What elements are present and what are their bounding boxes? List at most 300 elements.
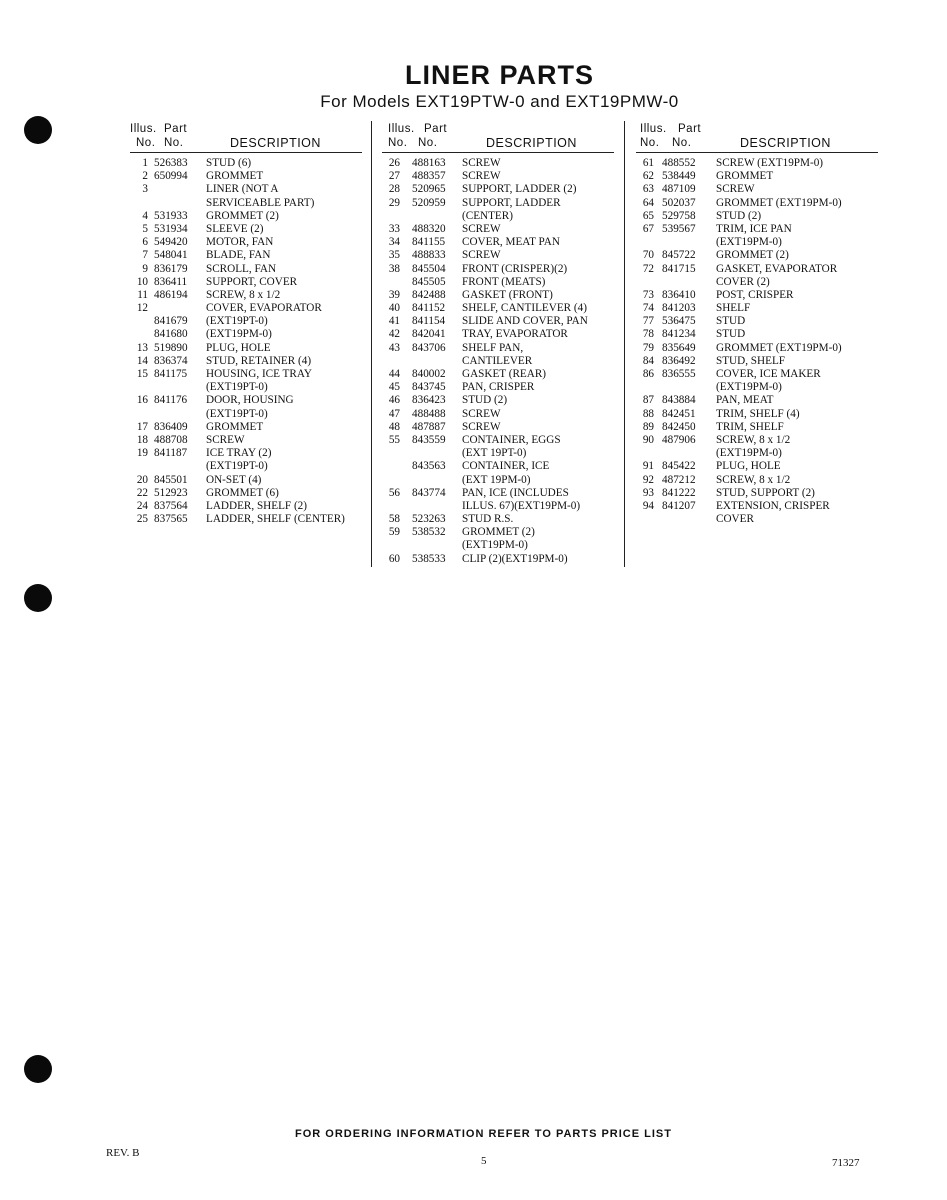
part-row [382, 500, 614, 513]
part-row [130, 315, 362, 328]
part-description: SCROLL, FAN [206, 262, 277, 275]
part-row [130, 381, 362, 394]
illus-number: 29 [388, 196, 400, 209]
part-row [382, 539, 614, 552]
part-row [382, 553, 614, 566]
part-number: 836409 [154, 420, 188, 433]
part-description: POST, CRISPER [716, 288, 794, 301]
part-number: 538533 [412, 552, 446, 565]
part-row [382, 487, 614, 500]
illus-number: 24 [136, 499, 148, 512]
part-row [130, 276, 362, 289]
part-row [130, 342, 362, 355]
part-description: SCREW, 8 x 1/2 [206, 288, 281, 301]
part-number: 841203 [662, 302, 696, 315]
part-row [382, 526, 614, 539]
illus-number: 65 [642, 209, 654, 222]
part-number: 841222 [662, 486, 696, 499]
column-header [382, 121, 614, 153]
part-number: 843774 [412, 486, 446, 499]
header-rule [382, 152, 614, 153]
part-description: (EXT19PM-0) [716, 447, 782, 460]
part-description: SUPPORT, COVER [206, 275, 298, 288]
header-illus-no: No. [388, 137, 408, 149]
part-number: 835649 [662, 341, 696, 354]
document-code: 71327 [832, 1157, 860, 1169]
illus-number: 25 [136, 513, 148, 526]
part-number: 519890 [154, 341, 188, 354]
part-description: SCREW, 8 x 1/2 [716, 473, 791, 486]
part-description: MOTOR, FAN [206, 236, 274, 249]
ordering-footer: FOR ORDERING INFORMATION REFER TO PARTS PRICE LIST [295, 1128, 672, 1140]
header-part: Part [678, 123, 702, 135]
part-description: SCREW [462, 157, 501, 169]
illus-number: 41 [388, 315, 400, 328]
illus-number: 38 [388, 262, 400, 275]
part-description: GROMMET (2) [716, 249, 789, 262]
part-description: (EXT19PT-0) [206, 381, 268, 394]
part-description: STUD (6) [206, 157, 252, 169]
illus-number: 2 [142, 170, 148, 183]
illus-number: 4 [142, 209, 148, 222]
binder-hole-top [24, 116, 52, 144]
part-number: 523263 [412, 513, 446, 526]
part-description: GROMMET (EXT19PM-0) [716, 196, 842, 209]
part-description: STUD [716, 315, 746, 328]
part-number: 841154 [412, 315, 446, 328]
part-number: 836374 [154, 354, 188, 367]
part-description: LADDER, SHELF (CENTER) [206, 513, 345, 526]
part-row [382, 394, 614, 407]
illus-number: 20 [136, 473, 148, 486]
part-number: 531933 [154, 209, 188, 222]
part-number: 841679 [154, 315, 188, 328]
part-description: DOOR, HOUSING [206, 394, 294, 407]
part-row [382, 197, 614, 210]
part-description: SCREW [462, 170, 501, 183]
part-description: (EXT19PT-0) [206, 407, 268, 420]
part-number: 842041 [412, 328, 446, 341]
illus-number: 84 [642, 354, 654, 367]
part-number: 549420 [154, 236, 188, 249]
part-description: LADDER, SHELF (2) [206, 499, 307, 512]
illus-number: 77 [642, 315, 654, 328]
illus-number: 27 [388, 170, 400, 183]
page-title: LINER PARTS [404, 60, 594, 90]
part-description: (EXT 19PM-0) [462, 473, 531, 486]
illus-number: 63 [642, 183, 654, 196]
part-row [636, 289, 878, 302]
part-description: COVER, ICE MAKER [716, 368, 821, 380]
illus-number: 10 [136, 275, 148, 288]
illus-number: 6 [142, 236, 148, 249]
part-row [130, 408, 362, 421]
part-number: 488708 [154, 433, 188, 446]
part-description: GROMMET (EXT19PM-0) [716, 341, 842, 354]
part-description: TRAY, EVAPORATOR [462, 328, 568, 341]
part-description: PAN, CRISPER [462, 381, 535, 394]
header-description: DESCRIPTION [230, 136, 321, 150]
illus-number: 18 [136, 433, 148, 446]
part-number: 487212 [662, 473, 696, 486]
illus-number: 59 [388, 526, 400, 539]
part-description: GROMMET (6) [206, 486, 279, 499]
part-description: TRIM, SHELF (4) [716, 407, 800, 420]
part-description: PLUG, HOLE [716, 460, 781, 473]
part-description: GROMMET [716, 170, 774, 183]
illus-number: 45 [388, 381, 400, 394]
part-row [382, 223, 614, 236]
part-number: 842451 [662, 407, 696, 420]
part-number: 837564 [154, 499, 188, 512]
part-row [382, 381, 614, 394]
illus-number: 86 [642, 368, 654, 380]
part-description: (EXT19PM-0) [462, 539, 528, 552]
part-row [130, 170, 362, 183]
part-number: 841152 [412, 302, 446, 315]
part-number: 512923 [154, 486, 188, 499]
part-number: 538532 [412, 526, 446, 539]
part-description: TRIM, SHELF [716, 420, 784, 433]
illus-number: 17 [136, 420, 148, 433]
part-row [130, 474, 362, 487]
part-number: 488163 [412, 157, 446, 169]
part-number: 488552 [662, 157, 696, 169]
part-description: STUD (2) [462, 394, 508, 407]
part-row [130, 421, 362, 434]
part-row [382, 276, 614, 289]
part-row [130, 513, 362, 526]
part-description: FRONT (MEATS) [462, 275, 546, 288]
illus-number: 15 [136, 368, 148, 380]
header-illus: Illus. [388, 123, 415, 135]
part-number: 843563 [412, 460, 446, 473]
header-illus-no: No. [136, 137, 156, 149]
part-number: 520965 [412, 183, 446, 196]
part-number: 836179 [154, 262, 188, 275]
part-description: SCREW [716, 183, 755, 196]
illus-number: 94 [642, 499, 654, 512]
part-number: 843706 [412, 341, 446, 354]
header-part-no: No. [418, 137, 438, 149]
part-row [382, 447, 614, 460]
illus-number: 78 [642, 328, 654, 341]
part-row [382, 474, 614, 487]
illus-number: 58 [388, 513, 400, 526]
illus-number: 9 [142, 262, 148, 275]
illus-number: 43 [388, 341, 400, 354]
binder-hole-bottom [24, 1055, 52, 1083]
part-description: SHELF PAN, [462, 341, 524, 354]
part-row [130, 355, 362, 368]
illus-number: 67 [642, 222, 654, 235]
part-row [130, 263, 362, 276]
part-row [130, 368, 362, 381]
part-row [636, 210, 878, 223]
header-description: DESCRIPTION [486, 136, 577, 150]
illus-number: 19 [136, 447, 148, 460]
part-row [636, 170, 878, 183]
illus-number: 61 [642, 157, 654, 169]
part-description: GROMMET (2) [462, 526, 535, 539]
part-description: SCREW [206, 433, 245, 446]
parts-column-1 [130, 121, 362, 526]
part-row [382, 460, 614, 473]
page-subtitle: For Models EXT19PTW-0 and EXT19PMW-0 [320, 92, 679, 111]
part-row [382, 513, 614, 526]
part-number: 841155 [412, 236, 446, 249]
part-description: CLIP (2)(EXT19PM-0) [462, 552, 568, 565]
illus-number: 90 [642, 433, 654, 446]
part-description: COVER [716, 513, 754, 526]
part-description: GASKET, EVAPORATOR [716, 262, 838, 275]
illus-number: 62 [642, 170, 654, 183]
part-description: SERVICEABLE PART) [206, 196, 315, 209]
part-description: SUPPORT, LADDER [462, 196, 561, 209]
illus-number: 92 [642, 473, 654, 486]
illus-number: 79 [642, 341, 654, 354]
part-row [130, 289, 362, 302]
part-row [636, 236, 878, 249]
illus-number: 16 [136, 394, 148, 407]
part-row [130, 434, 362, 447]
part-number: 845501 [154, 473, 188, 486]
part-row [636, 434, 878, 447]
parts-column-2 [382, 121, 614, 566]
part-row [382, 170, 614, 183]
part-row [382, 342, 614, 355]
part-description: ON-SET (4) [206, 473, 262, 486]
part-row [636, 381, 878, 394]
part-number: 836555 [662, 368, 696, 380]
part-description: SCREW [462, 420, 501, 433]
part-row [636, 315, 878, 328]
part-description: COVER, MEAT PAN [462, 236, 560, 249]
illus-number: 88 [642, 407, 654, 420]
part-description: PAN, ICE (INCLUDES [462, 486, 569, 499]
part-row [130, 328, 362, 341]
part-number: 845505 [412, 275, 446, 288]
part-description: GROMMET [206, 170, 264, 183]
part-description: PAN, MEAT [716, 394, 774, 407]
part-number: 836492 [662, 354, 696, 367]
header-part-no: No. [164, 137, 184, 149]
part-row [636, 183, 878, 196]
part-description: GASKET (FRONT) [462, 288, 553, 301]
part-number: 650994 [154, 170, 188, 183]
illus-number: 14 [136, 354, 148, 367]
part-description: EXTENSION, CRISPER [716, 499, 830, 512]
part-row [636, 302, 878, 315]
header-part: Part [164, 123, 188, 135]
part-number: 526383 [154, 157, 188, 169]
part-row [382, 249, 614, 262]
illus-number: 22 [136, 486, 148, 499]
part-row [130, 210, 362, 223]
illus-number: 72 [642, 262, 654, 275]
header-description: DESCRIPTION [740, 136, 831, 150]
header-part: Part [424, 123, 448, 135]
part-row [130, 302, 362, 315]
part-description: SCREW, 8 x 1/2 [716, 433, 791, 446]
part-number: 486194 [154, 288, 188, 301]
part-description: COVER, EVAPORATOR [206, 302, 322, 315]
part-description: SCREW [462, 249, 501, 262]
part-row [130, 500, 362, 513]
part-number: 841207 [662, 499, 696, 512]
part-description: STUD R.S. [462, 513, 514, 526]
part-description: SUPPORT, LADDER (2) [462, 183, 577, 196]
illus-number: 12 [136, 302, 148, 315]
illus-number: 64 [642, 196, 654, 209]
part-row [130, 460, 362, 473]
part-number: 842488 [412, 288, 446, 301]
part-description: CONTAINER, EGGS [462, 433, 561, 446]
part-row [636, 408, 878, 421]
part-description: ICE TRAY (2) [206, 447, 272, 460]
part-number: 488320 [412, 222, 446, 235]
part-number: 488833 [412, 249, 446, 262]
part-row [382, 328, 614, 341]
illus-number: 5 [142, 222, 148, 235]
part-number: 531934 [154, 222, 188, 235]
illus-number: 70 [642, 249, 654, 262]
part-number: 841234 [662, 328, 696, 341]
part-description: PLUG, HOLE [206, 341, 271, 354]
illus-number: 93 [642, 486, 654, 499]
part-description: HOUSING, ICE TRAY [206, 368, 312, 380]
part-description: GROMMET (2) [206, 209, 279, 222]
illus-number: 33 [388, 222, 400, 235]
part-description: TRIM, ICE PAN [716, 222, 792, 235]
part-description: (EXT19PM-0) [206, 328, 272, 341]
part-row [636, 421, 878, 434]
illus-number: 74 [642, 302, 654, 315]
part-row [382, 355, 614, 368]
part-row [636, 513, 878, 526]
header-rule [636, 152, 878, 153]
part-number: 502037 [662, 196, 696, 209]
part-number: 841715 [662, 262, 696, 275]
header-part-no: No. [672, 137, 692, 149]
part-number: 840002 [412, 368, 446, 380]
part-number: 841176 [154, 394, 188, 407]
part-row [382, 315, 614, 328]
part-description: (EXT19PM-0) [716, 381, 782, 394]
part-description: COVER (2) [716, 275, 770, 288]
part-row [382, 302, 614, 315]
part-row [382, 421, 614, 434]
part-row [636, 500, 878, 513]
part-description: STUD, RETAINER (4) [206, 354, 312, 367]
part-number: 488488 [412, 407, 446, 420]
part-number: 843745 [412, 381, 446, 394]
part-description: SCREW [462, 407, 501, 420]
part-number: 845722 [662, 249, 696, 262]
part-row [382, 157, 614, 170]
illus-number: 40 [388, 302, 400, 315]
part-description: SLIDE AND COVER, PAN [462, 315, 588, 328]
part-number: 536475 [662, 315, 696, 328]
part-number: 845422 [662, 460, 696, 473]
part-row [382, 183, 614, 196]
part-row [130, 223, 362, 236]
part-description: SHELF [716, 302, 751, 315]
part-number: 843884 [662, 394, 696, 407]
page-number: 5 [481, 1155, 487, 1167]
header-illus-no: No. [640, 137, 660, 149]
column-header [130, 121, 362, 153]
part-row [382, 434, 614, 447]
part-number: 487109 [662, 183, 696, 196]
part-number: 845504 [412, 262, 446, 275]
part-row [636, 474, 878, 487]
part-description: FRONT (CRISPER)(2) [462, 262, 568, 275]
part-row [130, 183, 362, 196]
part-row [636, 328, 878, 341]
header-illus: Illus. [130, 123, 157, 135]
part-description: (EXT 19PT-0) [462, 447, 527, 460]
part-description: (EXT19PT-0) [206, 460, 268, 473]
part-description: SHELF, CANTILEVER (4) [462, 302, 587, 315]
illus-number: 47 [388, 407, 400, 420]
part-row [636, 157, 878, 170]
header-illus: Illus. [640, 123, 667, 135]
part-number: 836411 [154, 275, 188, 288]
part-row [382, 408, 614, 421]
part-number: 842450 [662, 420, 696, 433]
part-row [130, 236, 362, 249]
part-row [130, 394, 362, 407]
part-number: 837565 [154, 513, 188, 526]
part-description: (EXT19PT-0) [206, 315, 268, 328]
part-row [636, 487, 878, 500]
part-row [636, 355, 878, 368]
column-header [636, 121, 878, 153]
part-description: STUD (2) [716, 209, 762, 222]
part-description: SLEEVE (2) [206, 222, 264, 235]
illus-number: 60 [388, 552, 400, 565]
illus-number: 91 [642, 460, 654, 473]
part-number: 841175 [154, 368, 188, 380]
illus-number: 46 [388, 394, 400, 407]
part-number: 843559 [412, 433, 446, 446]
part-description: LINER (NOT A [206, 183, 279, 196]
illus-number: 11 [137, 288, 148, 301]
part-row [382, 263, 614, 276]
part-row [130, 249, 362, 262]
illus-number: 44 [388, 368, 400, 380]
part-row [382, 210, 614, 223]
illus-number: 55 [388, 433, 400, 446]
part-row [636, 263, 878, 276]
header-rule [130, 152, 362, 153]
part-description: SCREW [462, 222, 501, 235]
part-number: 487887 [412, 420, 446, 433]
part-description: SCREW (EXT19PM-0) [716, 157, 824, 169]
part-description: CANTILEVER [462, 354, 533, 367]
part-number: 841680 [154, 328, 188, 341]
illus-number: 7 [142, 249, 148, 262]
part-description: STUD, SHELF [716, 354, 785, 367]
part-row [382, 289, 614, 302]
binder-hole-middle [24, 584, 52, 612]
part-row [130, 157, 362, 170]
illus-number: 87 [642, 394, 654, 407]
part-row [382, 236, 614, 249]
illus-number: 35 [388, 249, 400, 262]
revision-label: REV. B [106, 1147, 140, 1159]
